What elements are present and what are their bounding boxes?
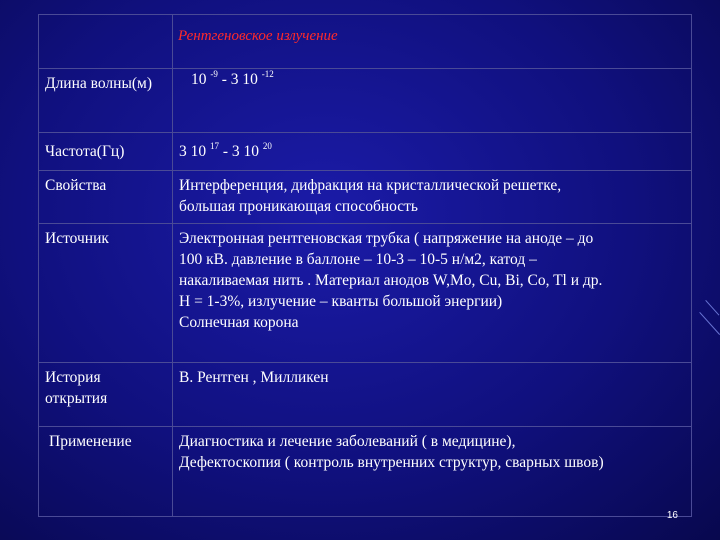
row-value-properties: Интерференция, дифракция на кристаллической решетке, большая проникающая способность [173,171,692,224]
decorative-line [699,312,720,335]
row-label-history: История открытия [39,363,173,427]
table-row-wavelength [39,69,692,133]
table-row-source [39,224,692,363]
table-title: Рентгеновское излучение [178,28,338,44]
table-row-frequency [39,133,692,171]
row-value-frequency: 3 10 $^{17}$ - 3 10 $^{20}$ [173,133,692,171]
row-label-properties: Свойства [39,171,173,224]
row-value-history: В. Рентген , Милликен [173,363,692,427]
row-value-source: Электронная рентгеновская трубка ( напряжение на аноде – до 100 кВ. давление в баллоне – 10-3 – 10-5 н/м2, катод – накаливаемая нить . Материал анодов W,Mo, Cu, Bi, Co, Tl и др. Н = 1-3%, излучение – кванты большой энергии) Солнечная корона [173,224,692,363]
page-number: 16 [666,510,678,521]
table-row-title [39,15,692,69]
table-row-application [39,427,692,517]
title-cell [173,15,692,69]
row-label-application: Применение [39,427,173,517]
row-value-wavelength: 10 $^{-9}$ - 3 10 $^{-12}$ [173,69,692,133]
xray-properties-table [38,14,692,517]
empty-header-cell [39,15,173,69]
decorative-line [705,300,719,316]
row-label-source: Источник [39,224,173,363]
row-label-wavelength: Длина волны(м) [39,69,173,133]
row-value-application: Диагностика и лечение заболеваний ( в медицине), Дефектоскопия ( контроль внутренних структур, сварных швов) [173,427,692,517]
row-label-frequency: Частота(Гц) [39,133,173,171]
table-row-properties [39,171,692,224]
table-row-history [39,363,692,427]
